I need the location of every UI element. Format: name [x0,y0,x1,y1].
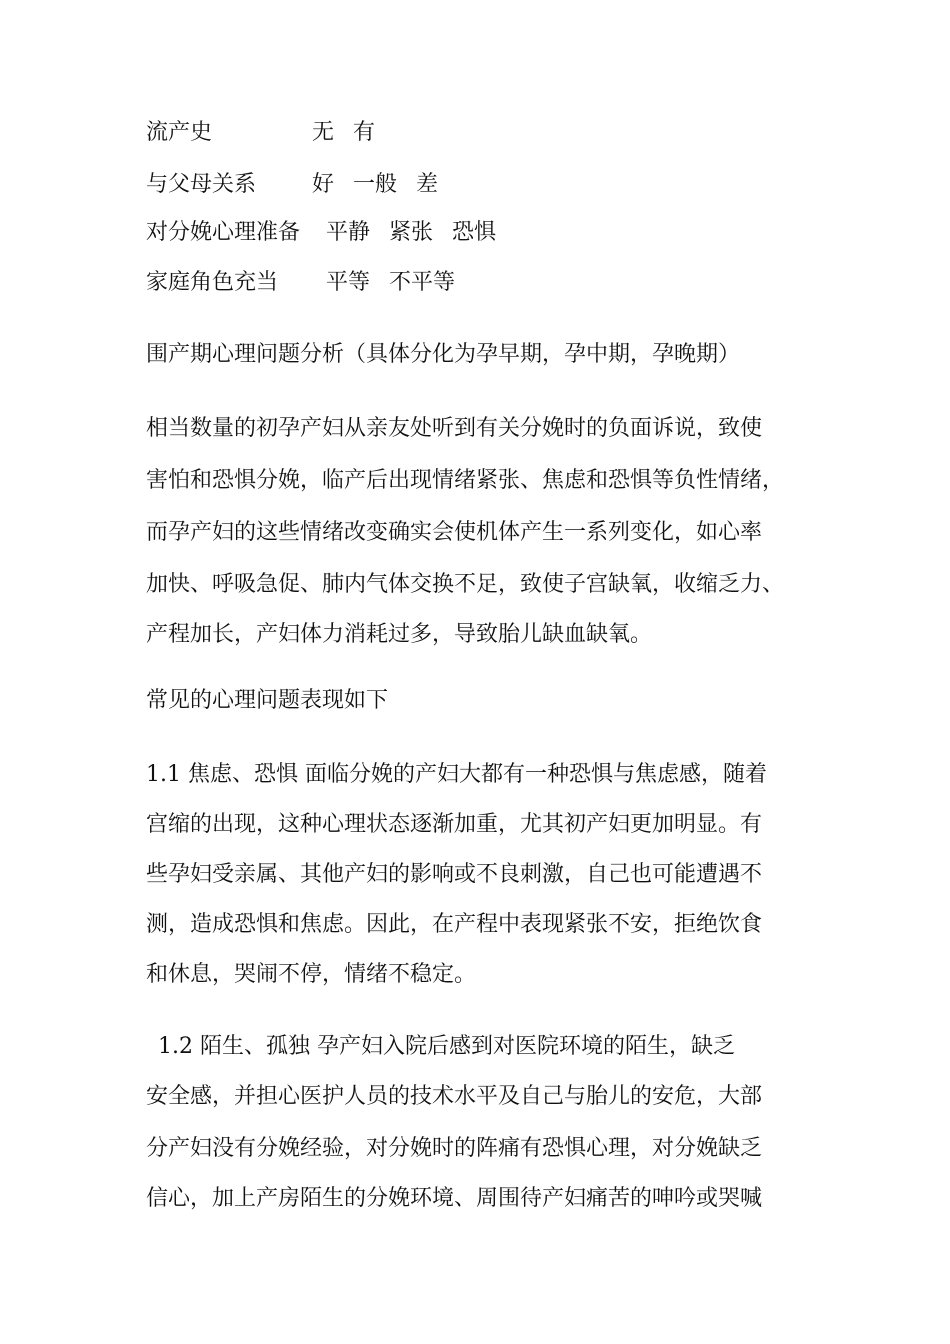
form-option: 无 [312,120,335,145]
paragraph-line: 和休息，哭闹不停，情绪不稳定。 [146,962,477,987]
common-issues-title: 常见的心理问题表现如下 [146,688,389,713]
form-row-family-role [146,268,456,298]
form-option: 有 [353,120,376,145]
paragraph-line: 害怕和恐惧分娩，临产后出现情绪紧张、焦虑和恐惧等负性情绪， [146,468,785,493]
form-label: 对分娩心理准备 [146,220,301,245]
form-options [326,268,467,298]
paragraph-line: 而孕产妇的这些情绪改变确实会使机体产生一系列变化，如心率 [146,520,763,545]
paragraph-line: 加快、呼吸急促、肺内气体交换不足，致使子宫缺氧，收缩乏力、 [146,572,785,597]
paragraph-line: 测，造成恐惧和焦虑。因此，在产程中表现紧张不安，拒绝饮食 [146,912,763,937]
form-row-delivery-preparation [146,218,497,248]
paragraph-line: 1.2 陌生、孤独 孕产妇入院后感到对医院环境的陌生，缺乏 [158,1034,735,1059]
form-option: 差 [416,172,439,197]
form-options [312,118,387,148]
form-option: 不平等 [389,270,456,295]
paragraph-line: 产程加长，产妇体力消耗过多，导致胎儿缺血缺氧。 [146,622,653,647]
form-option: 平等 [326,270,371,295]
paragraph-line: 分产妇没有分娩经验，对分娩时的阵痛有恐惧心理，对分娩缺乏 [146,1136,763,1161]
paragraph-line: 些孕妇受亲属、其他产妇的影响或不良刺激，自己也可能遭遇不 [146,862,763,887]
form-label: 与父母关系 [146,172,257,197]
form-option: 一般 [353,172,398,197]
form-option: 恐惧 [452,220,497,245]
section-title: 围产期心理问题分析（具体分化为孕早期，孕中期，孕晚期） [146,342,741,367]
form-label: 家庭角色充当 [146,270,279,295]
paragraph-line: 1.1 焦虑、恐惧 面临分娩的产妇大都有一种恐惧与焦虑感，随着 [146,762,767,787]
paragraph-line: 宫缩的出现，这种心理状态逐渐加重，尤其初产妇更加明显。有 [146,812,763,837]
paragraph-line: 相当数量的初孕产妇从亲友处听到有关分娩时的负面诉说，致使 [146,416,763,441]
paragraph-line: 安全感，并担心医护人员的技术水平及自己与胎儿的安危，大部 [146,1084,763,1109]
form-row-abortion-history [146,118,376,148]
paragraph-line: 信心，加上产房陌生的分娩环境、周围待产妇痛苦的呻吟或哭喊 [146,1186,763,1211]
form-label: 流产史 [146,120,213,145]
form-option: 紧张 [389,220,434,245]
form-option: 平静 [326,220,371,245]
form-option: 好 [312,172,335,197]
form-options [312,170,450,200]
form-row-parent-relationship [146,170,439,200]
form-options [326,218,508,248]
